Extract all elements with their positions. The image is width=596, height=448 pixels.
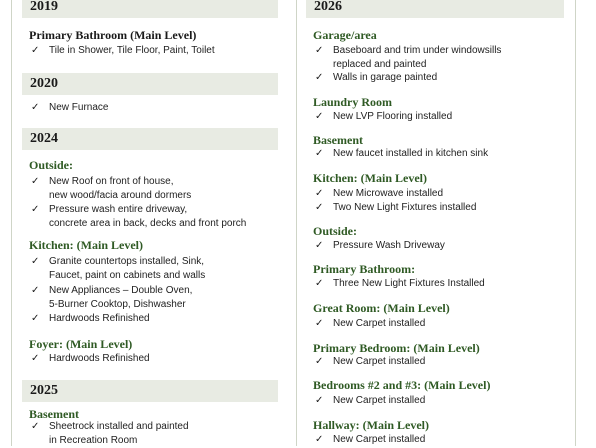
list-item [306, 147, 564, 161]
list-item [306, 239, 564, 253]
list-item-text: Faucet, paint on cabinets and walls [49, 270, 206, 281]
list-item-text: Walls in garage painted [333, 72, 438, 83]
list-item-text: New LVP Flooring installed [333, 111, 453, 122]
checkmark-icon: ✓ [31, 204, 40, 215]
list-item [306, 187, 564, 201]
list-item-text: New Carpet installed [333, 318, 426, 329]
list-item-text: 5-Burner Cooktop, Dishwasher [49, 299, 186, 310]
list-item-text: Tile in Shower, Tile Floor, Paint, Toilet [49, 45, 215, 56]
section-title: Garage/area [313, 28, 377, 42]
list-item [22, 203, 278, 231]
section-title: Primary Bedroom: (Main Level) [313, 341, 480, 355]
section-title: Kitchen: (Main Level) [29, 238, 143, 252]
section-title: Laundry Room [313, 95, 393, 109]
section-title: Basement [313, 133, 363, 147]
list-item [22, 255, 278, 283]
section-title: Primary Bathroom: [313, 262, 416, 276]
section-title: Hallway: (Main Level) [313, 418, 429, 432]
year-heading-2026: 2026 [306, 0, 564, 18]
checkmark-icon: ✓ [315, 395, 324, 406]
list-item-text: Hardwoods Refinished [49, 353, 150, 364]
list-item-text: Granite countertops installed, Sink, [49, 256, 205, 267]
checkmark-icon: ✓ [31, 421, 40, 432]
year-heading-2024: 2024 [22, 128, 278, 150]
checkmark-icon: ✓ [31, 102, 40, 113]
list-item-text: New faucet installed in kitchen sink [333, 148, 489, 159]
checkmark-icon: ✓ [31, 313, 40, 324]
list-item-text: Two New Light Fixtures installed [333, 202, 477, 213]
list-item [306, 277, 564, 291]
section-title: Bedrooms #2 and #3: (Main Level) [313, 378, 491, 392]
list-item-text: Sheetrock installed and painted [49, 421, 189, 432]
checkmark-icon: ✓ [315, 45, 324, 56]
list-item-text: New Microwave installed [333, 188, 444, 199]
list-item [306, 317, 564, 331]
checkmark-icon: ✓ [31, 256, 40, 267]
column-rule-right [575, 0, 576, 446]
list-item [22, 284, 278, 312]
checkmark-icon: ✓ [315, 318, 324, 329]
list-item [306, 394, 564, 408]
column-rule-middle [296, 0, 297, 446]
section-title: Outside: [29, 158, 74, 172]
checkmark-icon: ✓ [315, 356, 324, 367]
checkmark-icon: ✓ [31, 285, 40, 296]
list-item-text: new wood/facia around dormers [49, 190, 192, 201]
list-item [22, 44, 278, 58]
section-title: Kitchen: (Main Level) [313, 171, 427, 185]
list-item-text: New Appliances – Double Oven, [49, 285, 193, 296]
year-heading-2020: 2020 [22, 73, 278, 95]
list-item-text: New Carpet installed [333, 434, 426, 445]
list-item-text: New Carpet installed [333, 356, 426, 367]
checkmark-icon: ✓ [31, 45, 40, 56]
column-rule-left [11, 0, 12, 446]
checkmark-icon: ✓ [315, 111, 324, 122]
checkmark-icon: ✓ [31, 353, 40, 364]
list-item-text: Hardwoods Refinished [49, 313, 150, 324]
list-item-text: Pressure wash entire driveway, [49, 204, 188, 215]
checkmark-icon: ✓ [315, 278, 324, 289]
list-item [306, 44, 564, 72]
list-item [306, 355, 564, 369]
section-title: Primary Bathroom (Main Level) [29, 28, 197, 42]
year-heading-2019: 2019 [22, 0, 278, 18]
checkmark-icon: ✓ [315, 240, 324, 251]
section-title: Great Room: (Main Level) [313, 301, 450, 315]
list-item [22, 312, 278, 326]
list-item-text: replaced and painted [333, 59, 427, 70]
list-item-text: New Furnace [49, 102, 109, 113]
list-item-text: concrete area in back, decks and front porch [49, 218, 247, 229]
checkmark-icon: ✓ [315, 188, 324, 199]
list-item [306, 433, 564, 447]
checkmark-icon: ✓ [31, 176, 40, 187]
list-item-text: Three New Light Fixtures Installed [333, 278, 485, 289]
checkmark-icon: ✓ [315, 148, 324, 159]
list-item [22, 101, 278, 115]
list-item [306, 71, 564, 85]
list-item [22, 175, 278, 203]
checkmark-icon: ✓ [315, 434, 324, 445]
section-title: Outside: [313, 224, 358, 238]
list-item [22, 352, 278, 366]
year-heading-2025: 2025 [22, 380, 278, 402]
list-item [306, 110, 564, 124]
section-title: Foyer: (Main Level) [29, 337, 133, 351]
list-item-text: Pressure Wash Driveway [333, 240, 445, 251]
list-item-text: in Recreation Room [49, 435, 138, 446]
list-item-text: New Carpet installed [333, 395, 426, 406]
list-item-text: New Roof on front of house, [49, 176, 174, 187]
section-title: Basement [29, 407, 79, 421]
checkmark-icon: ✓ [315, 202, 324, 213]
list-item [22, 420, 278, 448]
list-item-text: Baseboard and trim under windowsills [333, 45, 502, 56]
checkmark-icon: ✓ [315, 72, 324, 83]
list-item [306, 201, 564, 215]
